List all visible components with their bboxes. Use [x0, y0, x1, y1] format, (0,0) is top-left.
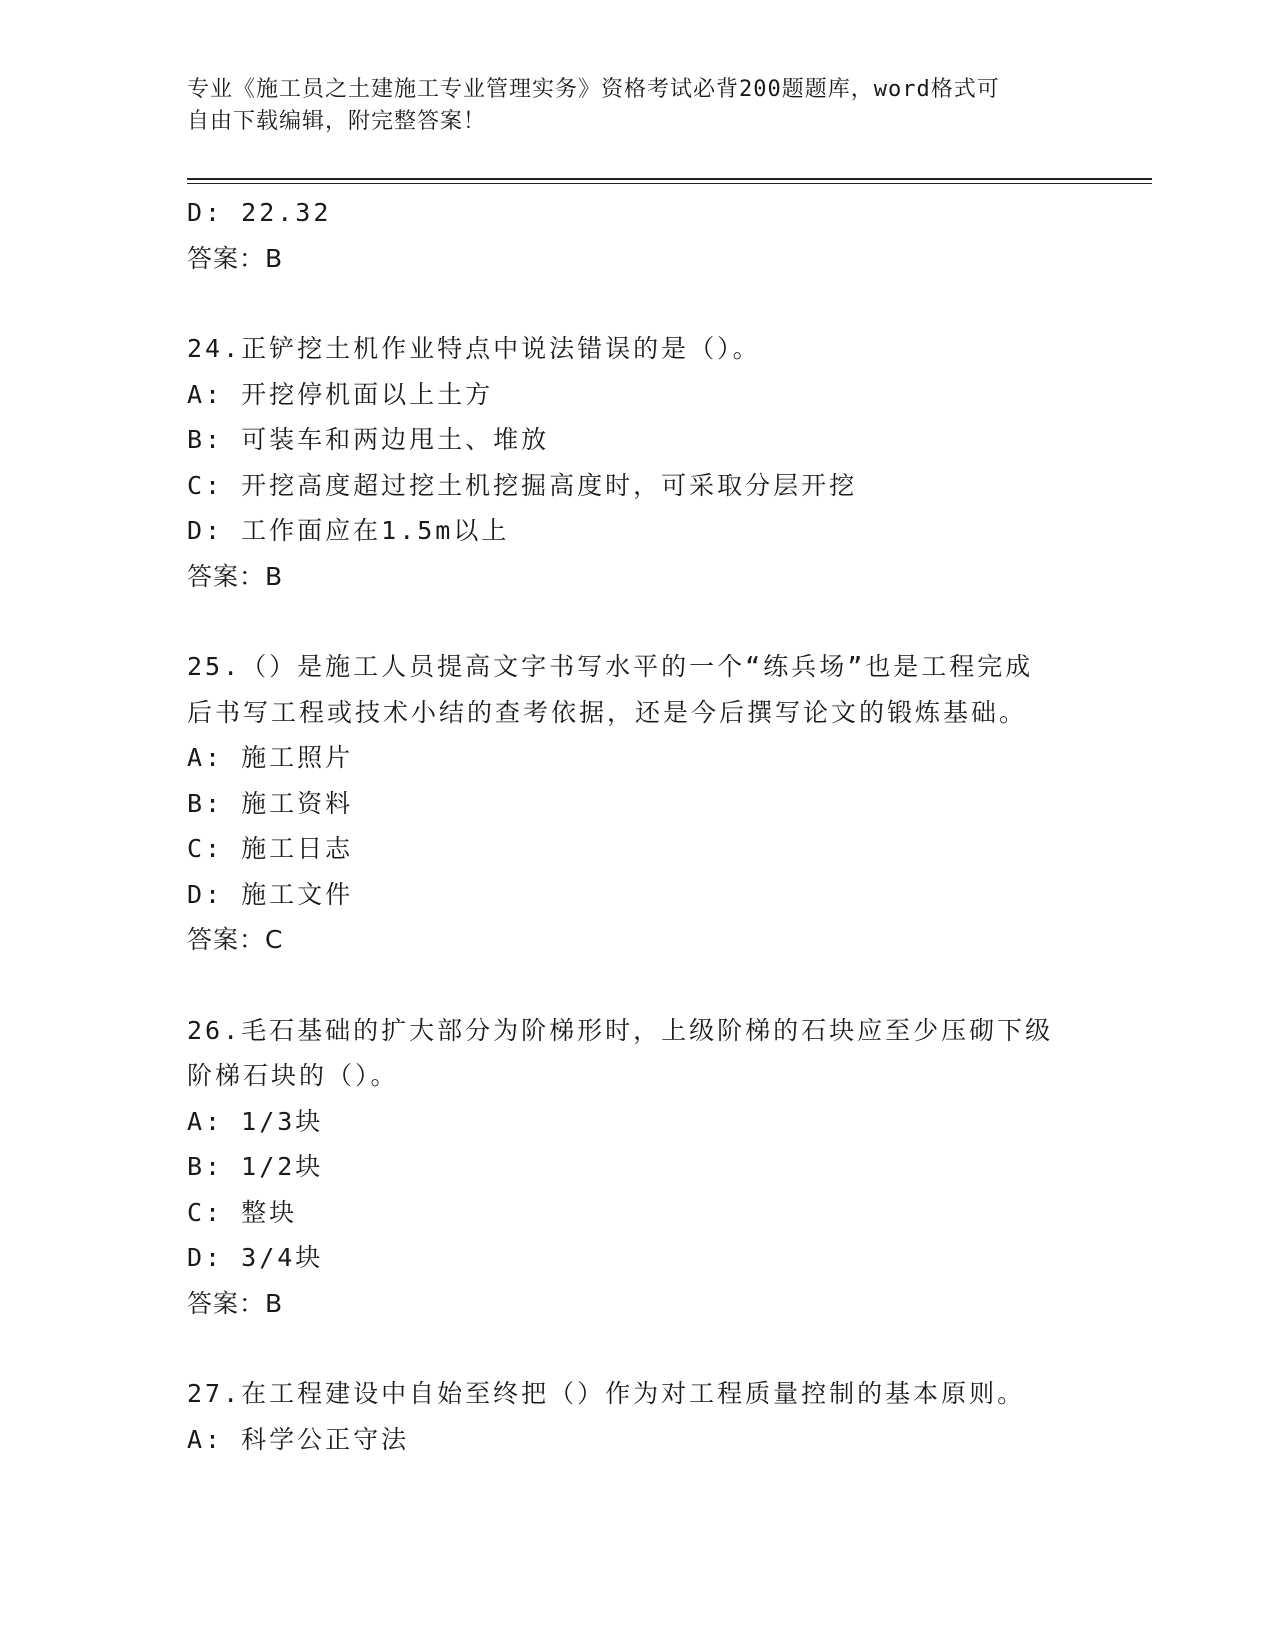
answer-line: 答案：C — [187, 925, 284, 954]
option-c: C: 施工日志 — [187, 834, 354, 863]
option-d: D: 工作面应在1.5m以上 — [187, 516, 510, 545]
header-divider-thick — [187, 178, 1152, 180]
answer-line: 答案：B — [187, 243, 284, 273]
document-header — [187, 74, 1067, 138]
option-c: C: 整块 — [187, 1197, 298, 1227]
answer-line: 答案：B — [187, 561, 284, 591]
option-d: D: 3/4块 — [187, 1243, 324, 1272]
header-title-line-2: 自由下载编辑，附完整答案！ — [187, 109, 487, 134]
question-25 — [187, 644, 1087, 963]
option-d: D: 施工文件 — [187, 879, 354, 909]
question-stem-line-1: 26.毛石基础的扩大部分为阶梯形时，上级阶梯的石块应至少压砌下级 — [187, 1015, 1054, 1045]
option-a: A: 科学公正守法 — [187, 1424, 410, 1454]
question-26 — [187, 1008, 1087, 1327]
question-stem-line-2: 阶梯石块的（）。 — [187, 1061, 399, 1090]
option-d: D: 22.32 — [187, 198, 332, 227]
option-b: B: 施工资料 — [187, 788, 354, 818]
question-23-tail — [187, 190, 1087, 281]
answer-line: 答案：B — [187, 1288, 284, 1318]
option-a: A: 施工照片 — [187, 743, 354, 772]
question-list — [187, 190, 1087, 1462]
option-b: B: 1/2块 — [187, 1152, 324, 1181]
option-b: B: 可装车和两边甩土、堆放 — [187, 425, 550, 454]
question-stem-line-1: 25.（）是施工人员提高文字书写水平的一个“练兵场”也是工程完成 — [187, 652, 1034, 681]
option-c: C: 开挖高度超过挖土机挖掘高度时，可采取分层开挖 — [187, 470, 858, 500]
option-a: A: 1/3块 — [187, 1106, 324, 1136]
question-27 — [187, 1371, 1087, 1462]
question-stem-line-2: 后书写工程或技术小结的查考依据，还是今后撰写论文的锻炼基础。 — [187, 697, 1028, 727]
question-stem: 27.在工程建设中自始至终把（）作为对工程质量控制的基本原则。 — [187, 1379, 1026, 1408]
question-stem: 24.正铲挖土机作业特点中说法错误的是（）。 — [187, 334, 761, 363]
header-title-line-1: 专业《施工员之土建施工专业管理实务》资格考试必背200题题库，word格式可 — [187, 77, 1000, 102]
header-divider-thin — [187, 183, 1152, 184]
option-a: A: 开挖停机面以上土方 — [187, 379, 494, 409]
question-24 — [187, 326, 1087, 599]
